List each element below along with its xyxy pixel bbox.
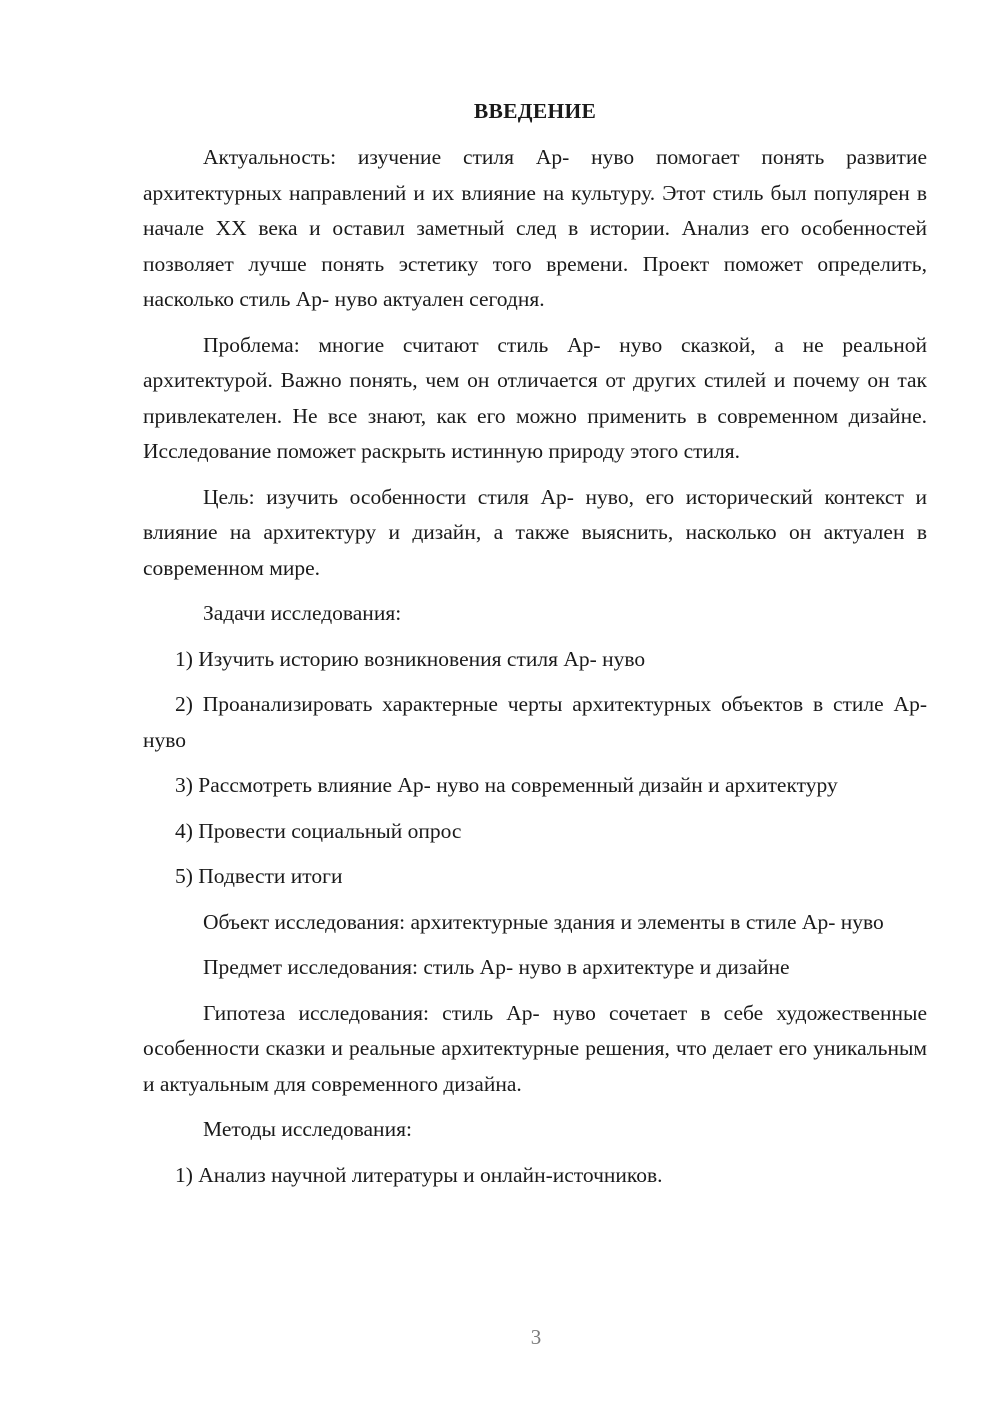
- hypothesis-paragraph: Гипотеза исследования: стиль Ар- нуво сочетает в себе художественные особенности сказки и реальные архитектурные решения, что делает его уникальным и актуальным для современного дизайна.: [143, 1000, 927, 1096]
- task-item: 2) Проанализировать характерные черты архитектурных объектов в стиле Ар- нуво: [143, 692, 927, 752]
- task-item: 3) Рассмотреть влияние Ар- нуво на современный дизайн и архитектуру: [175, 773, 838, 797]
- tasks-heading: Задачи исследования:: [203, 601, 402, 625]
- subject-paragraph: Предмет исследования: стиль Ар- нуво в архитектуре и дизайне: [203, 955, 790, 979]
- object-paragraph: Объект исследования: архитектурные здания и элементы в стиле Ар- нуво: [203, 909, 884, 934]
- document-page: [143, 96, 927, 1203]
- methods-heading: Методы исследования:: [203, 1117, 412, 1141]
- problem-paragraph: Проблема: многие считают стиль Ар- нуво сказкой, а не реальной архитектурой. Важно понять, чем он отличается от других стилей и почему он так привлекателен. Не все знают, как его можно применить в современном дизайне. Исследование поможет раскрыть истинную природу этого стиля.: [143, 332, 927, 463]
- relevance-paragraph: Актуальность: изучение стиля Ар- нуво помогает понять развитие архитектурных направлений и их влияние на культуру. Этот стиль был популярен в начале XX века и оставил заметный след в истории. Анализ его особенностей позволяет лучше понять эстетику того времени. Проект поможет определить, насколько стиль Ар- нуво актуален сегодня.: [143, 145, 927, 311]
- method-item: 1) Анализ научной литературы и онлайн-источников.: [175, 1162, 663, 1187]
- methods-list: [143, 1158, 927, 1194]
- task-item: 1) Изучить историю возникновения стиля Ар- нуво: [175, 646, 646, 671]
- goal-paragraph: Цель: изучить особенности стиля Ар- нуво, его исторический контекст и влияние на архитектуру и дизайн, а также выяснить, насколько он актуален в современном мире.: [143, 484, 927, 580]
- task-item: 4) Провести социальный опрос: [175, 818, 462, 843]
- page-title: ВВЕДЕНИЕ: [473, 99, 597, 123]
- task-item: 5) Подвести итоги: [175, 864, 343, 888]
- tasks-list: [143, 642, 927, 895]
- page-number: 3: [530, 1325, 542, 1349]
